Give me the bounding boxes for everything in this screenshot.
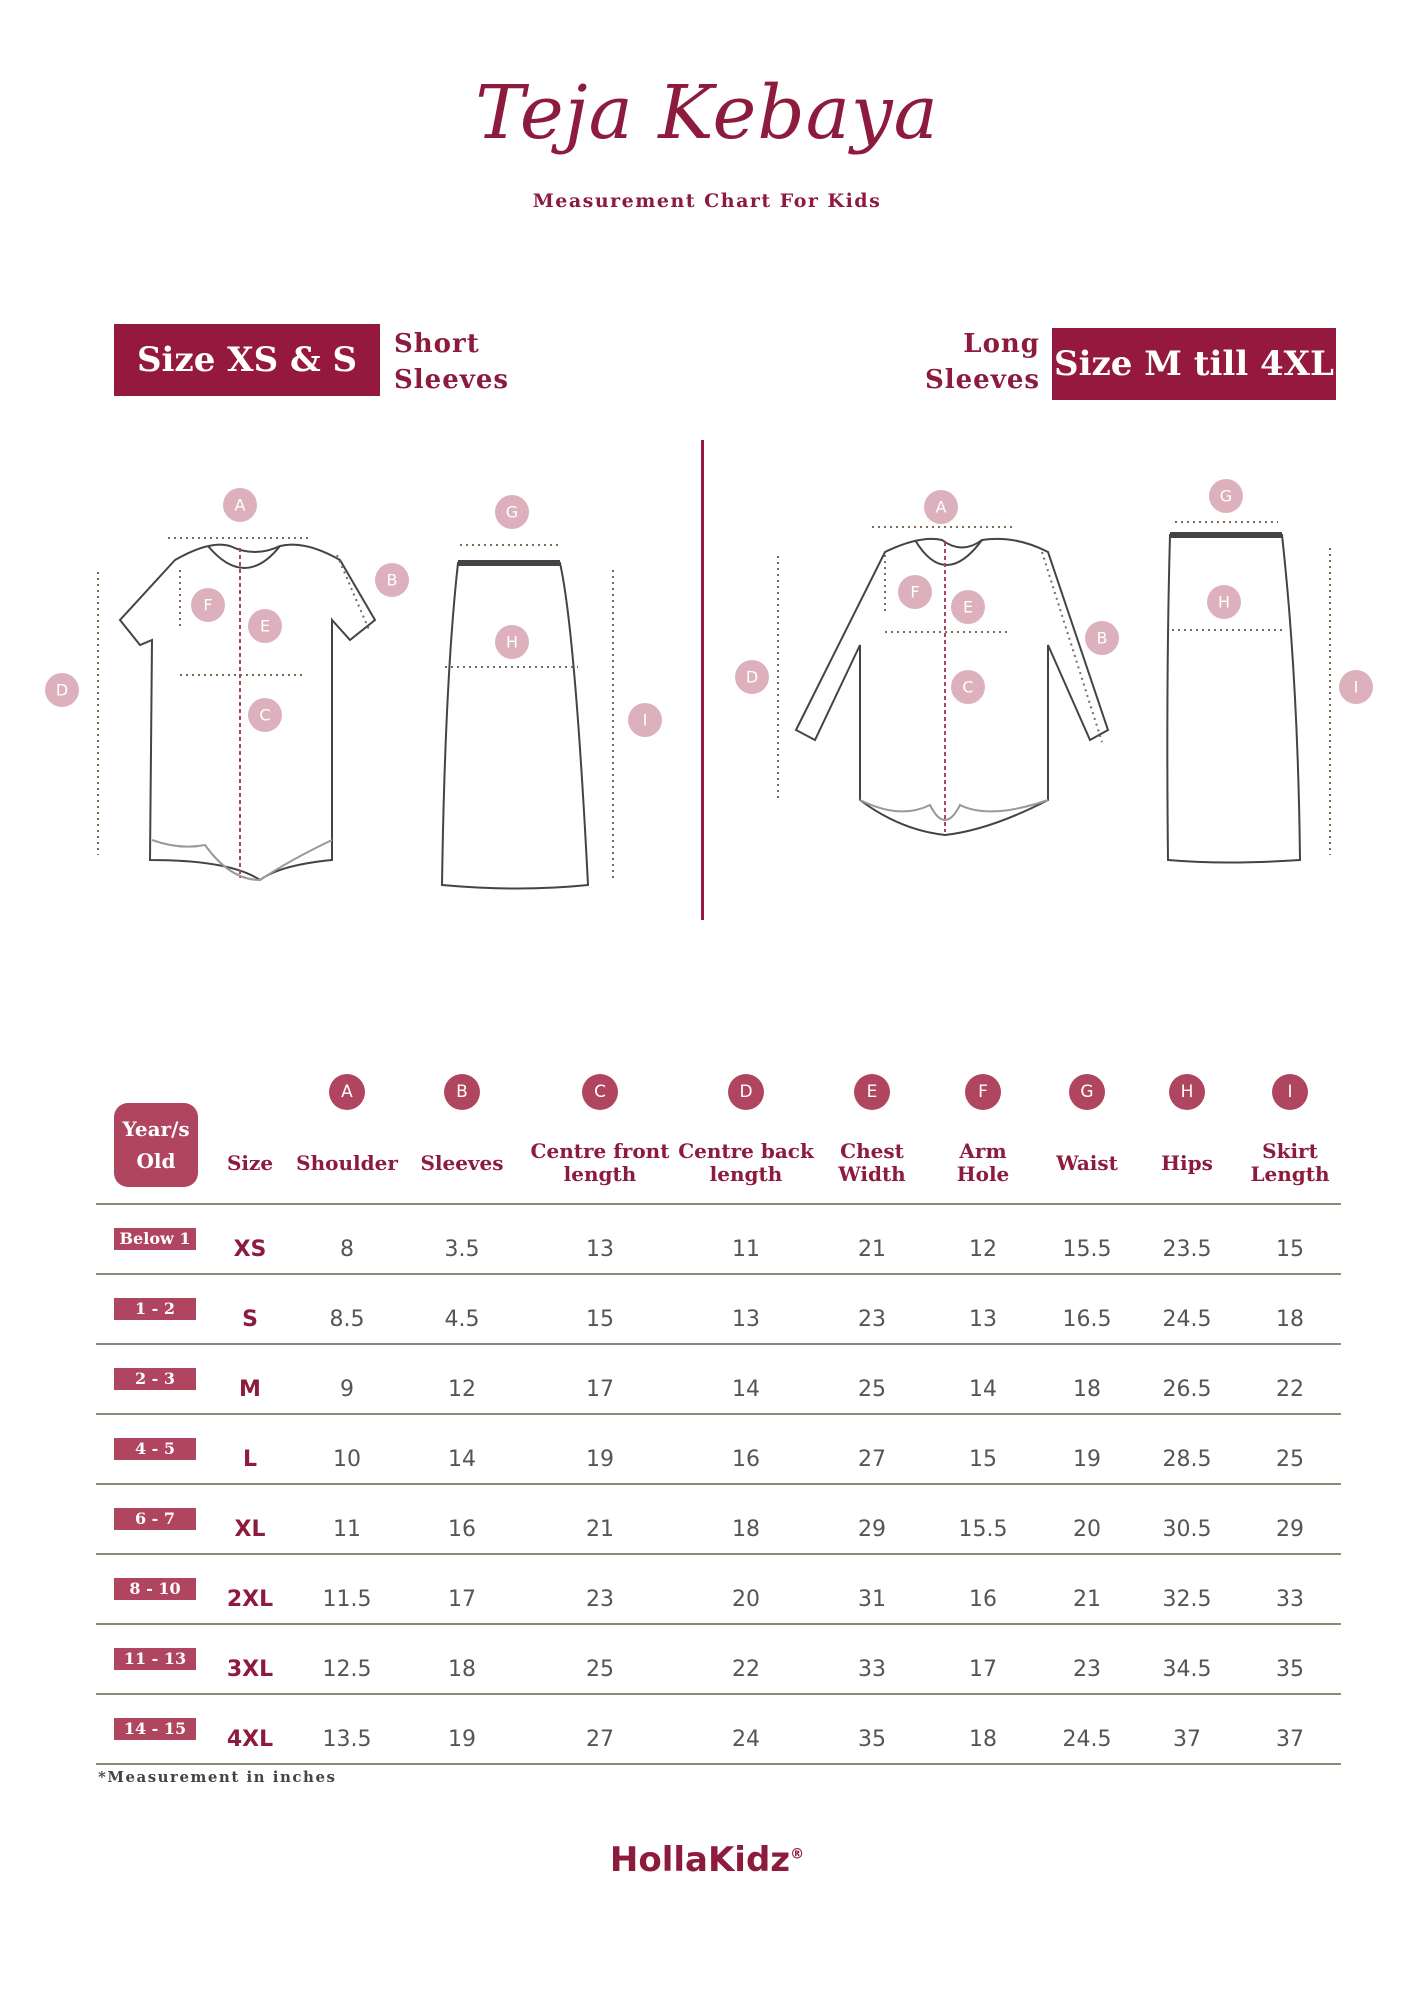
value-cell: 18 <box>732 1517 760 1542</box>
column-header <box>1215 1140 1365 1186</box>
column-badge: H <box>1169 1074 1205 1110</box>
column-header-line1: Sleeves <box>420 1151 504 1175</box>
value-cell: 18 <box>1073 1377 1101 1402</box>
value-cell: 20 <box>1073 1517 1101 1542</box>
size-header: Size <box>226 1151 274 1175</box>
column-header-line1: Arm <box>959 1139 1007 1163</box>
value-cell: 16 <box>969 1587 997 1612</box>
value-cell: 12 <box>448 1377 476 1402</box>
value-cell: 34.5 <box>1162 1657 1212 1682</box>
footnote: *Measurement in inches <box>98 1768 337 1786</box>
value-cell: 20 <box>732 1587 760 1612</box>
value-cell: 18 <box>1276 1307 1304 1332</box>
value-cell: 35 <box>858 1727 886 1752</box>
value-cell: 16 <box>448 1517 476 1542</box>
value-cell: 12.5 <box>322 1657 372 1682</box>
value-cell: 27 <box>586 1727 614 1752</box>
banner-right: Size M till 4XL <box>1052 328 1336 400</box>
sleeve-note-right-line2: Sleeves <box>924 365 1040 395</box>
svg-text:G: G <box>1219 486 1233 506</box>
svg-text:I: I <box>1353 677 1359 697</box>
sleeve-note-left-line1: Short <box>394 329 480 359</box>
value-cell: 15 <box>586 1307 614 1332</box>
size-cell: 3XL <box>226 1657 274 1682</box>
value-cell: 27 <box>858 1447 886 1472</box>
year-header <box>114 1103 198 1187</box>
value-cell: 22 <box>732 1657 760 1682</box>
sleeve-note-left-line2: Sleeves <box>394 365 510 395</box>
value-cell: 30.5 <box>1162 1517 1212 1542</box>
value-cell: 15.5 <box>958 1517 1008 1542</box>
table-rule <box>96 1763 1341 1765</box>
value-cell: 29 <box>1276 1517 1304 1542</box>
value-cell: 12 <box>969 1237 997 1262</box>
column-header-line1: Shoulder <box>296 1151 398 1175</box>
column-header-line2: length <box>709 1162 783 1186</box>
size-cell: 4XL <box>226 1727 274 1752</box>
value-cell: 14 <box>448 1447 476 1472</box>
value-cell: 8.5 <box>329 1307 365 1332</box>
age-tag: 8 - 10 <box>114 1578 196 1600</box>
column-header-line1: Waist <box>1056 1151 1118 1175</box>
column-header-line1: Chest <box>840 1139 904 1163</box>
column-header-line2: length <box>563 1162 637 1186</box>
column-header-line1: Centre front <box>530 1139 670 1163</box>
hollakidz-logo <box>0 1840 1414 1880</box>
year-header-line1: Year/s <box>122 1117 190 1141</box>
svg-text:B: B <box>386 570 398 590</box>
value-cell: 9 <box>340 1377 354 1402</box>
value-cell: 21 <box>1073 1587 1101 1612</box>
value-cell: 15.5 <box>1062 1237 1112 1262</box>
column-header-line1: Hips <box>1161 1151 1213 1175</box>
size-cell: XS <box>233 1237 267 1262</box>
table-rule <box>96 1623 1341 1625</box>
value-cell: 24.5 <box>1162 1307 1212 1332</box>
column-header-line2: Length <box>1250 1162 1330 1186</box>
value-cell: 13 <box>732 1307 760 1332</box>
value-cell: 13.5 <box>322 1727 372 1752</box>
value-cell: 33 <box>858 1657 886 1682</box>
value-cell: 13 <box>969 1307 997 1332</box>
table-rule <box>96 1203 1341 1205</box>
sleeve-note-right <box>900 326 1040 398</box>
value-cell: 18 <box>448 1657 476 1682</box>
svg-text:D: D <box>55 680 69 700</box>
value-cell: 28.5 <box>1162 1447 1212 1472</box>
column-badge: A <box>329 1074 365 1110</box>
registered-mark: ® <box>790 1846 805 1863</box>
column-header-line2: Hole <box>956 1162 1010 1186</box>
column-badge: I <box>1272 1074 1308 1110</box>
value-cell: 26.5 <box>1162 1377 1212 1402</box>
size-cell: L <box>242 1447 258 1472</box>
column-badge: B <box>444 1074 480 1110</box>
svg-text:E: E <box>259 616 271 636</box>
value-cell: 11 <box>333 1517 361 1542</box>
value-cell: 17 <box>969 1657 997 1682</box>
size-cell: M <box>239 1377 261 1402</box>
table-rule <box>96 1343 1341 1345</box>
value-cell: 33 <box>1276 1587 1304 1612</box>
svg-text:A: A <box>234 495 246 515</box>
column-badge: D <box>728 1074 764 1110</box>
value-cell: 11.5 <box>322 1587 372 1612</box>
value-cell: 3.5 <box>444 1237 480 1262</box>
column-header <box>525 1140 675 1186</box>
value-cell: 21 <box>586 1517 614 1542</box>
page-subtitle: Measurement Chart For Kids <box>532 190 882 212</box>
svg-text:B: B <box>1096 628 1108 648</box>
value-cell: 37 <box>1276 1727 1304 1752</box>
age-tag: 2 - 3 <box>114 1368 196 1390</box>
value-cell: 16.5 <box>1062 1307 1112 1332</box>
logo-text: HollaKidz <box>609 1840 791 1880</box>
right-label-circles <box>735 479 1373 704</box>
value-cell: 14 <box>732 1377 760 1402</box>
size-cell: 2XL <box>226 1587 274 1612</box>
value-cell: 17 <box>448 1587 476 1612</box>
brand-logo: Teja Kebaya <box>475 70 939 156</box>
table-rule <box>96 1553 1341 1555</box>
sleeve-note-right-line1: Long <box>963 329 1040 359</box>
value-cell: 14 <box>969 1377 997 1402</box>
value-cell: 11 <box>732 1237 760 1262</box>
table-rule <box>96 1483 1341 1485</box>
long-sleeve-illustration <box>730 480 1390 880</box>
value-cell: 24 <box>732 1727 760 1752</box>
value-cell: 25 <box>858 1377 886 1402</box>
svg-text:H: H <box>505 632 519 652</box>
svg-text:D: D <box>745 667 759 687</box>
value-cell: 24.5 <box>1062 1727 1112 1752</box>
value-cell: 23.5 <box>1162 1237 1212 1262</box>
value-cell: 15 <box>969 1447 997 1472</box>
value-cell: 13 <box>586 1237 614 1262</box>
value-cell: 35 <box>1276 1657 1304 1682</box>
year-header-line2: Old <box>136 1149 176 1173</box>
svg-text:E: E <box>962 597 974 617</box>
column-header-line2: Width <box>838 1162 906 1186</box>
value-cell: 25 <box>1276 1447 1304 1472</box>
column-badge: E <box>854 1074 890 1110</box>
size-cell: S <box>242 1307 258 1332</box>
value-cell: 19 <box>448 1727 476 1752</box>
value-cell: 17 <box>586 1377 614 1402</box>
table-rule <box>96 1693 1341 1695</box>
column-badge: G <box>1069 1074 1105 1110</box>
value-cell: 29 <box>858 1517 886 1542</box>
value-cell: 22 <box>1276 1377 1304 1402</box>
value-cell: 23 <box>586 1587 614 1612</box>
age-tag: 1 - 2 <box>114 1298 196 1320</box>
column-header-line1: Skirt <box>1262 1139 1318 1163</box>
svg-text:I: I <box>642 710 648 730</box>
value-cell: 8 <box>340 1237 354 1262</box>
value-cell: 23 <box>858 1307 886 1332</box>
age-tag: 14 - 15 <box>114 1718 196 1740</box>
age-tag: 6 - 7 <box>114 1508 196 1530</box>
value-cell: 19 <box>586 1447 614 1472</box>
table-rule <box>96 1273 1341 1275</box>
svg-text:G: G <box>505 502 519 522</box>
column-badge: C <box>582 1074 618 1110</box>
left-label-circles <box>45 488 662 737</box>
banner-left: Size XS & S <box>114 324 380 396</box>
value-cell: 4.5 <box>444 1307 480 1332</box>
age-tag: 4 - 5 <box>114 1438 196 1460</box>
value-cell: 21 <box>858 1237 886 1262</box>
value-cell: 19 <box>1073 1447 1101 1472</box>
value-cell: 37 <box>1173 1727 1201 1752</box>
value-cell: 31 <box>858 1587 886 1612</box>
svg-text:C: C <box>259 705 271 725</box>
age-tag: Below 1 <box>114 1228 196 1250</box>
value-cell: 15 <box>1276 1237 1304 1262</box>
svg-text:C: C <box>962 677 974 697</box>
value-cell: 32.5 <box>1162 1587 1212 1612</box>
size-cell: XL <box>234 1517 266 1542</box>
column-header-line1: Centre back <box>678 1139 814 1163</box>
svg-text:A: A <box>935 497 947 517</box>
section-divider <box>701 440 704 920</box>
value-cell: 16 <box>732 1447 760 1472</box>
column-badge: F <box>965 1074 1001 1110</box>
svg-text:F: F <box>910 582 920 602</box>
value-cell: 18 <box>969 1727 997 1752</box>
value-cell: 25 <box>586 1657 614 1682</box>
column-header <box>387 1152 537 1175</box>
table-rule <box>96 1413 1341 1415</box>
svg-text:H: H <box>1217 592 1231 612</box>
short-sleeve-illustration <box>40 480 680 900</box>
value-cell: 10 <box>333 1447 361 1472</box>
age-tag: 11 - 13 <box>114 1648 196 1670</box>
svg-text:F: F <box>203 595 213 615</box>
value-cell: 23 <box>1073 1657 1101 1682</box>
sleeve-note-left <box>394 326 509 398</box>
